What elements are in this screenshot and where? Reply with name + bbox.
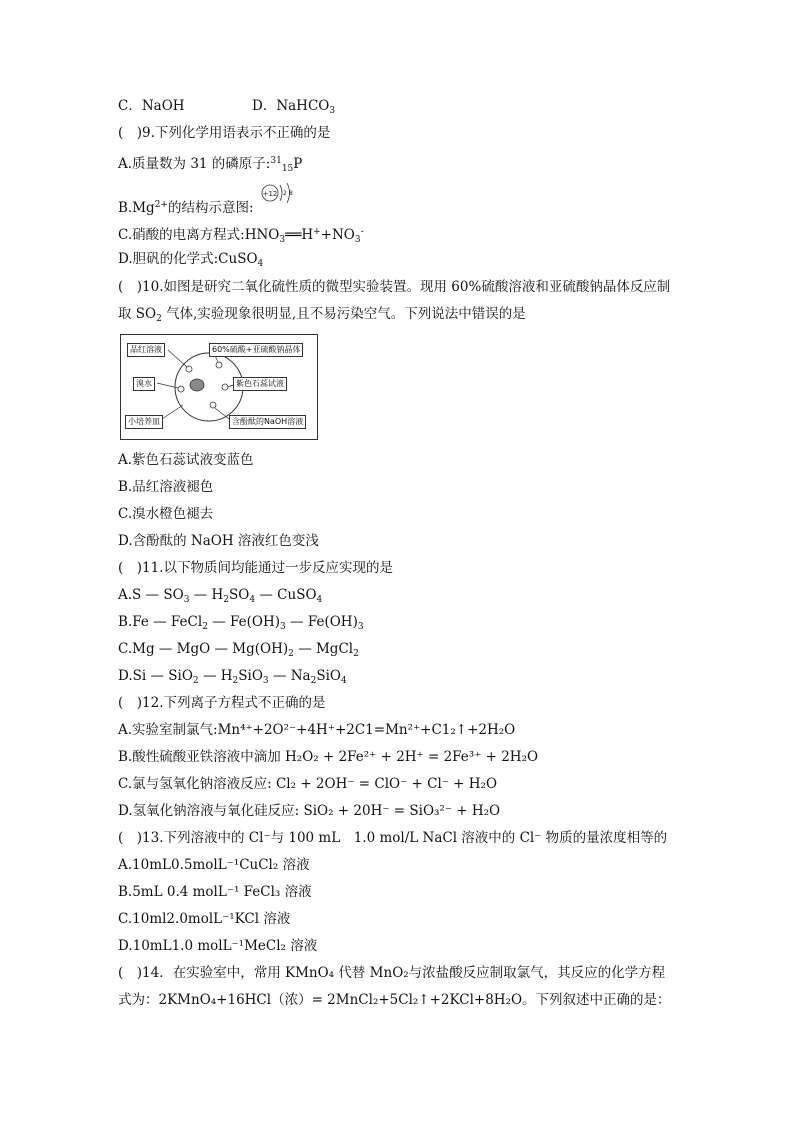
label-pinhong: 品红溶液 — [127, 343, 165, 357]
well-naoh — [210, 402, 216, 408]
q12-stem: ( )12.下列离子方程式不正确的是 — [118, 695, 326, 711]
label-naoh: 含酚酞的NaOH溶液 — [229, 415, 306, 429]
q10-stem-line2: 取 $SO_2$ 气体,实验现象很明显,且不易污染空气。下列说法中错误的是 — [118, 306, 526, 324]
q11-option-c: C.Mg — MgO — $Mg(OH)_2$ — MgCl$_2$ — [118, 641, 359, 659]
answer-blank[interactable]: ( ) — [118, 279, 143, 295]
q12-option-a: A.实验室制氯气:Mn⁴⁺+2O²⁻+4H⁺+2C1=Mn²⁺+C1₂↑+2H₂O — [118, 722, 516, 738]
q8-option-d: D．NaHCO$_3$ — [252, 98, 336, 116]
answer-blank[interactable]: ( ) — [118, 560, 143, 576]
q13-option-c: C.10ml2.0molL⁻¹KCl 溶液 — [118, 911, 291, 927]
q14-stem-line1: ( )14．在实验室中，常用 KMnO₄ 代替 MnO₂与浓盐酸反应制取氯气，其反应的化学方程 — [118, 965, 666, 981]
answer-blank[interactable]: ( ) — [118, 125, 143, 141]
q10-stem-line1: ( )10.如图是研究二氧化硫性质的微型实验装置。现用 60%硫酸溶液和亚硫酸钠晶体反应制 — [118, 279, 671, 295]
q11-stem: ( )11.以下物质间均能通过一步反应实现的是 — [118, 560, 394, 576]
mg-ion-structure-diagram — [258, 181, 298, 211]
q14-stem-line2: 式为：2KMnO₄+16HCl（浓）= 2MnCl₂+5Cl₂↑+2KCl+8H₂O。下列叙述中正确的是： — [118, 992, 671, 1008]
q12-option-c: C.氯与氢氧化钠溶液反应: Cl₂ + 2OH⁻ = ClO⁻ + Cl⁻ + H₂O — [118, 776, 498, 792]
shell-1-count: 2 — [283, 190, 287, 197]
q11-option-a: A.S — $SO_3$ — $H_2SO_4$ — CuSO$_4$ — [118, 587, 323, 605]
q11-option-b: B.Fe — FeCl$_2$ — $Fe(OH)_3$ — $Fe(OH)_3$ — [118, 614, 364, 632]
label-bromine: 溴水 — [133, 377, 155, 391]
q12-option-b: B.酸性硫酸亚铁溶液中滴加 H₂O₂ + 2Fe²⁺ + 2H⁺ = 2Fe³⁺ + 2H₂O — [118, 749, 539, 765]
well-bromine — [178, 386, 184, 392]
label-litmus: 紫色石蕊试液 — [233, 377, 287, 391]
q8-options-cd — [118, 97, 335, 120]
shell-2-count: 8 — [289, 190, 293, 197]
q10-option-a: A.紫色石蕊试液变蓝色 — [118, 452, 254, 468]
q13-option-a: A.10mL0.5molL⁻¹CuCl₂ 溶液 — [118, 857, 310, 873]
q13-option-b: B.5mL 0.4 molL⁻¹ FeCl₃ 溶液 — [118, 884, 312, 900]
answer-blank[interactable]: ( ) — [118, 830, 143, 846]
q11-option-d: D.Si — SiO$_2$ — $H_2SiO_3$ — $Na_2SiO_4$ — [118, 668, 347, 686]
q13-option-d: D.10mL1.0 molL⁻¹MeCl₂ 溶液 — [118, 938, 318, 954]
center-well — [190, 379, 204, 391]
q9-option-c: C.硝酸的电离方程式$:HNO_3══H^++NO_3^-$ — [118, 227, 364, 245]
q12-option-d: D.氢氧化钠溶液与氧化硅反应: SiO₂ + 20H⁻ = SiO₃²⁻ + H₂O — [118, 803, 501, 819]
label-petri: 小培养皿 — [125, 415, 163, 429]
apparatus-figure — [120, 334, 318, 440]
well-acid — [216, 362, 222, 368]
q10-option-b: B.品红溶液褪色 — [118, 479, 214, 495]
answer-blank[interactable]: ( ) — [118, 965, 143, 981]
q9-option-a: A.质量数为 31 的磷原子:$^{31}_{15}$P — [118, 156, 303, 174]
q10-option-d: D.含酚酞的 NaOH 溶液红色变浅 — [118, 533, 319, 549]
q9-option-d: D.胆矾的化学式:CuSO$_4$ — [118, 251, 264, 269]
well-litmus — [222, 384, 228, 390]
q13-stem: ( )13.下列溶液中的 Cl⁻与 100 mL 1.0 mol/L NaCl 溶液中的 Cl⁻ 物质的量浓度相等的 — [118, 830, 668, 846]
q9-option-b: $B.Mg^{2+}$的结构示意图: — [118, 200, 254, 216]
q10-option-c: C.溴水橙色褪去 — [118, 506, 214, 522]
q8-option-c: C．NaOH — [118, 98, 185, 114]
label-acid: 60%硫酸+亚硫酸钠晶体 — [209, 343, 303, 357]
q9-stem: ( )9.下列化学用语表示不正确的是 — [118, 125, 331, 141]
answer-blank[interactable]: ( ) — [118, 695, 143, 711]
nucleus-charge: +12 — [262, 190, 278, 198]
